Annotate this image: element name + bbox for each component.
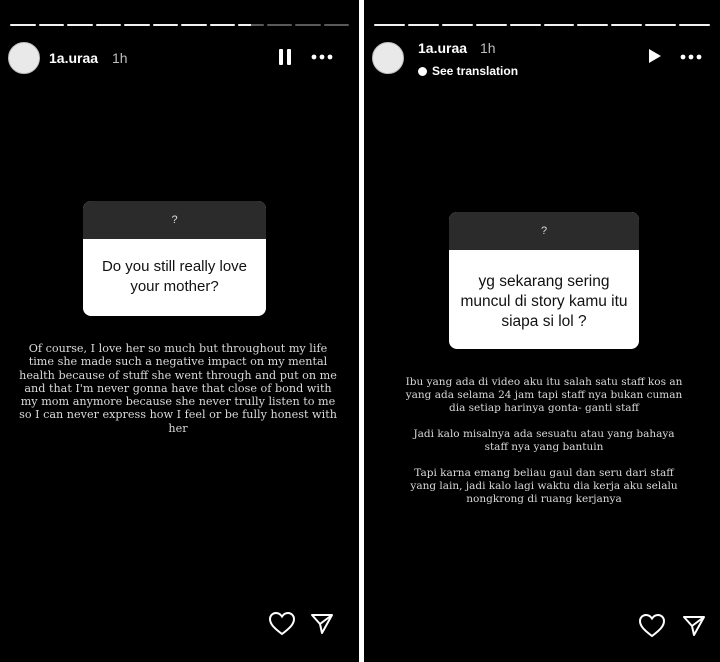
progress-segment bbox=[442, 24, 473, 26]
progress-segment bbox=[210, 24, 236, 26]
avatar[interactable] bbox=[8, 42, 40, 74]
send-icon[interactable] bbox=[682, 614, 706, 643]
progress-segment bbox=[153, 24, 179, 26]
progress-segment bbox=[67, 24, 93, 26]
globe-icon bbox=[418, 67, 427, 76]
answer-text bbox=[404, 376, 684, 506]
progress-segment bbox=[39, 24, 65, 26]
progress-segment bbox=[645, 24, 676, 26]
progress-segment bbox=[181, 24, 207, 26]
story-right[interactable] bbox=[364, 0, 720, 662]
question-sticker-header: ? bbox=[83, 201, 266, 239]
more-icon[interactable] bbox=[310, 50, 334, 69]
answer-paragraph: Ibu yang ada di video aku itu salah satu staff kos an yang ada selama 24 jam tapi staff nya bukan cuman dia setiap harinya gonta- ganti staff bbox=[405, 376, 683, 414]
progress-segment bbox=[544, 24, 575, 26]
progress-segment bbox=[238, 24, 264, 26]
heart-icon[interactable] bbox=[269, 612, 295, 641]
post-time: 1h bbox=[480, 40, 496, 56]
see-translation-label: See translation bbox=[432, 64, 519, 78]
story-header bbox=[372, 40, 710, 76]
progress-segment bbox=[408, 24, 439, 26]
pause-icon[interactable] bbox=[278, 48, 292, 71]
progress-segment bbox=[679, 24, 710, 26]
story-progress-bar bbox=[10, 24, 349, 26]
progress-segment bbox=[267, 24, 293, 26]
post-time: 1h bbox=[112, 50, 128, 66]
username[interactable]: 1a.uraa bbox=[418, 40, 468, 56]
see-translation-button[interactable] bbox=[418, 64, 518, 78]
progress-segment bbox=[324, 24, 350, 26]
question-sticker bbox=[449, 212, 639, 349]
progress-segment bbox=[577, 24, 608, 26]
progress-segment bbox=[295, 24, 321, 26]
username[interactable]: 1a.uraa bbox=[49, 50, 99, 66]
question-sticker-header: ? bbox=[449, 212, 639, 250]
answer-text: Of course, I love her so much but throughout my life time she made such a negative impact on my mental health because of stuff she went through and put on me and that I'm never gonna have that close of bond with my mom anymore because she never trully listen to me so I can never express how I feel or be fully honest with her bbox=[19, 342, 337, 435]
progress-segment bbox=[124, 24, 150, 26]
progress-segment bbox=[510, 24, 541, 26]
progress-segment bbox=[10, 24, 36, 26]
question-text: yg sekarang sering muncul di story kamu itu siapa si lol ? bbox=[460, 273, 628, 330]
heart-icon[interactable] bbox=[639, 614, 665, 643]
question-sticker bbox=[83, 201, 266, 316]
avatar[interactable] bbox=[372, 42, 404, 74]
progress-segment bbox=[96, 24, 122, 26]
more-icon[interactable] bbox=[679, 50, 703, 69]
progress-segment bbox=[611, 24, 642, 26]
send-icon[interactable] bbox=[310, 612, 334, 641]
answer-paragraph: Jadi kalo misalnya ada sesuatu atau yang bahaya staff nya yang bantuin bbox=[413, 428, 675, 453]
story-left[interactable] bbox=[0, 0, 359, 662]
story-progress-bar bbox=[374, 24, 710, 26]
story-header bbox=[8, 40, 349, 76]
question-text: Do you still really love your mother? bbox=[101, 258, 248, 295]
progress-segment bbox=[476, 24, 507, 26]
progress-segment bbox=[374, 24, 405, 26]
play-icon[interactable] bbox=[648, 48, 662, 69]
answer-paragraph: Tapi karna emang beliau gaul dan seru dari staff yang lain, jadi kalo lagi waktu dia kerja aku selalu nongkrong di ruang kerjanya bbox=[410, 467, 678, 505]
